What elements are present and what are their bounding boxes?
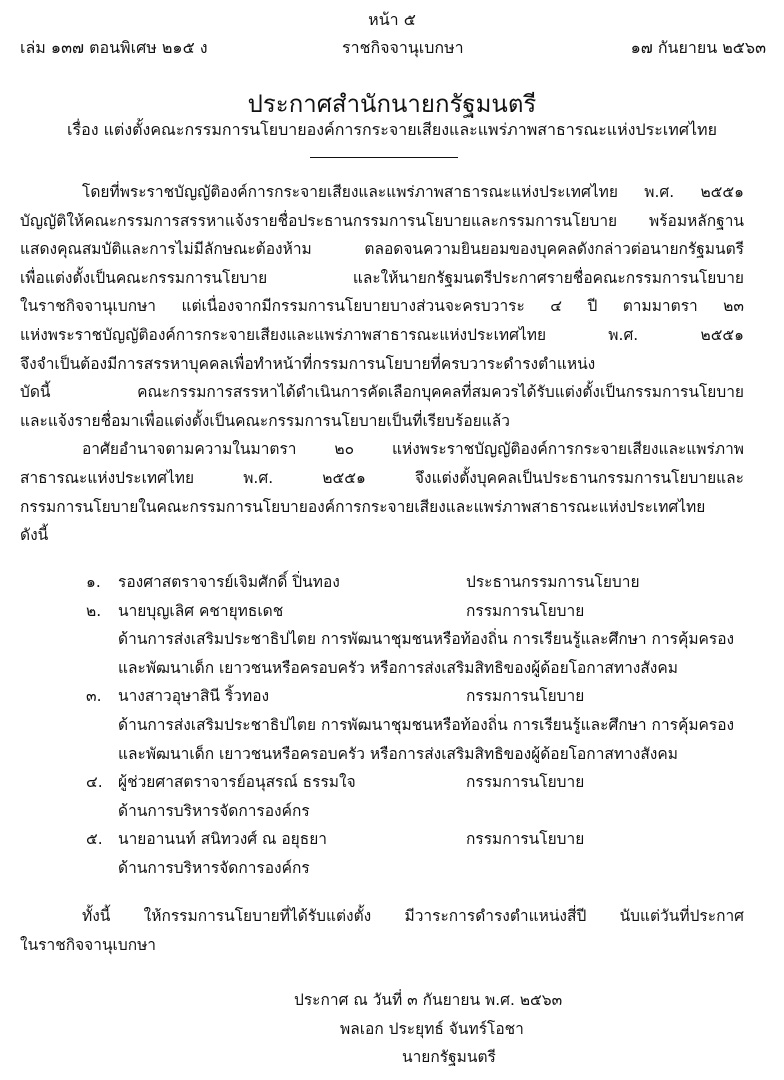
member-role: กรรมการนโยบาย (466, 601, 585, 620)
paragraph2-line: อาศัยอำนาจตามความในมาตรา ๒๐ แห่งพระราชบัญญัติองค์การกระจายเสียงและแพร่ภาพ (82, 440, 744, 459)
member-description (118, 797, 744, 826)
paragraph1-line: บัดนี้ คณะกรรมการสรรหาได้ดำเนินการคัดเลือกบุคคลที่สมควรได้รับแต่งตั้งเป็นกรรมการนโยบาย (20, 383, 744, 402)
signatory-name: พลเอก ประยุทธ์ จันทร์โอชา (340, 1019, 524, 1038)
member-description-line: ด้านการส่งเสริมประชาธิปไตย การพัฒนาชุมชนหรือท้องถิ่น การเรียนรู้และศึกษา การคุ้มครอง (118, 630, 735, 649)
member-description-line: ด้านการส่งเสริมประชาธิปไตย การพัฒนาชุมชนหรือท้องถิ่น การเรียนรู้และศึกษา การคุ้มครอง (118, 715, 735, 734)
closing-line: ทั้งนี้ ให้กรรมการนโยบายที่ได้รับแต่งตั้ง มีวาระการดำรงตำแหน่งสี่ปี นับแต่วันที่ประกาศ (82, 907, 744, 925)
paragraph1-line: และแจ้งรายชื่อมาเพื่อแต่งตั้งเป็นคณะกรรมการนโยบายเป็นที่เรียบร้อยแล้ว (20, 411, 510, 430)
member-description (118, 854, 744, 883)
member-description (118, 625, 744, 682)
member-list (0, 568, 784, 883)
member-item (0, 825, 784, 854)
paragraph2-line: สาธารณะแห่งประเทศไทย พ.ศ. ๒๕๕๑ จึงแต่งตั้งบุคคลเป็นประธานกรรมการนโยบายและ (20, 468, 744, 487)
member-description-line: และพัฒนาเด็ก เยาวชนหรือครอบครัว หรือการส่งเสริมสิทธิของผู้ด้อยโอกาสทางสังคม (118, 744, 678, 763)
document-body (20, 178, 744, 550)
closing-paragraph (20, 902, 744, 959)
paragraph2-line: ดังนี้ (20, 526, 49, 545)
member-item (0, 768, 784, 797)
page-number: หน้า ๕ (368, 10, 416, 29)
issue-date: ๑๗ กันยายน ๒๕๖๓ (630, 38, 766, 57)
paragraph1-line: ในราชกิจจานุเบกษา แต่เนื่องจากมีกรรมการนโยบายบางส่วนจะครบวาระ ๔ ปี ตามมาตรา ๒๓ (20, 297, 744, 316)
paragraph1-line: บัญญัติให้คณะกรรมการสรรหาแจ้งรายชื่อประธานกรรมการนโยบายและกรรมการนโยบาย พร้อมหลักฐาน (20, 211, 744, 230)
member-number: ๓. (86, 687, 102, 706)
member-description-line: ด้านการบริหารจัดการองค์กร (118, 858, 310, 877)
member-number: ๑. (86, 573, 101, 591)
member-description (118, 711, 744, 768)
paragraph2-line: กรรมการนโยบายในคณะกรรมการนโยบายองค์การกระจายเสียงและแพร่ภาพสาธารณะแห่งประเทศไทย (20, 497, 706, 516)
member-number: ๒. (86, 601, 102, 620)
member-role: กรรมการนโยบาย (466, 830, 585, 849)
title-divider (310, 157, 458, 158)
member-name: นายบุญเลิศ คชายุทธเดช (118, 601, 284, 620)
paragraph1-line: แห่งพระราชบัญญัติองค์การกระจายเสียงและแพร่ภาพสาธารณะแห่งประเทศไทย พ.ศ. ๒๕๕๑ (20, 325, 744, 344)
member-item (0, 597, 784, 626)
member-role: กรรมการนโยบาย (466, 773, 585, 792)
paragraph1-line: จึงจำเป็นต้องมีการสรรหาบุคคลเพื่อทำหน้าที่กรรมการนโยบายที่ครบวาระดำรงตำแหน่ง (20, 354, 596, 373)
signatory-position: นายกรัฐมนตรี (402, 1048, 496, 1067)
member-item (0, 682, 784, 711)
member-name: ผู้ช่วยศาสตราจารย์อนุสรณ์ ธรรมใจ (118, 773, 356, 792)
paragraph1-line: เพื่อแต่งตั้งเป็นคณะกรรมการนโยบาย และให้นายกรัฐมนตรีประกาศรายชื่อคณะกรรมการนโยบาย (20, 268, 744, 287)
member-role: กรรมการนโยบาย (466, 687, 585, 706)
gazette-name: ราชกิจจานุเบกษา (342, 38, 464, 57)
member-name: รองศาสตราจารย์เจิมศักดิ์ ปิ่นทอง (118, 573, 340, 591)
closing-line: ในราชกิจจานุเบกษา (20, 935, 157, 954)
paragraph1-line: แสดงคุณสมบัติและการไม่มีลักษณะต้องห้าม ตลอดจนความยินยอมของบุคคลดังกล่าวต่อนายกรัฐมนตรี (20, 240, 744, 259)
member-role: ประธานกรรมการนโยบาย (466, 573, 640, 591)
member-item (0, 568, 784, 597)
member-name: นายอานนท์ สนิทวงศ์ ณ อยุธยา (118, 830, 327, 849)
member-name: นางสาวอุษาสินี ริ้วทอง (118, 687, 270, 706)
member-number: ๔. (86, 773, 103, 792)
paragraph1-line: โดยที่พระราชบัญญัติองค์การกระจายเสียงและแพร่ภาพสาธารณะแห่งประเทศไทย พ.ศ. ๒๕๕๑ (82, 183, 744, 201)
member-description-line: ด้านการบริหารจัดการองค์กร (118, 801, 310, 820)
volume-issue: เล่ม ๑๓๗ ตอนพิเศษ ๒๑๕ ง (20, 38, 208, 57)
member-description-line: และพัฒนาเด็ก เยาวชนหรือครอบครัว หรือการส่งเสริมสิทธิของผู้ด้อยโอกาสทางสังคม (118, 658, 678, 677)
document-subject: เรื่อง แต่งตั้งคณะกรรมการนโยบายองค์การกระจายเสียงและแพร่ภาพสาธารณะแห่งประเทศไทย (67, 120, 717, 139)
document-title: ประกาศสำนักนายกรัฐมนตรี (247, 90, 537, 118)
announcement-date: ประกาศ ณ วันที่ ๓ กันยายน พ.ศ. ๒๕๖๓ (294, 991, 563, 1009)
member-number: ๕. (86, 830, 103, 849)
